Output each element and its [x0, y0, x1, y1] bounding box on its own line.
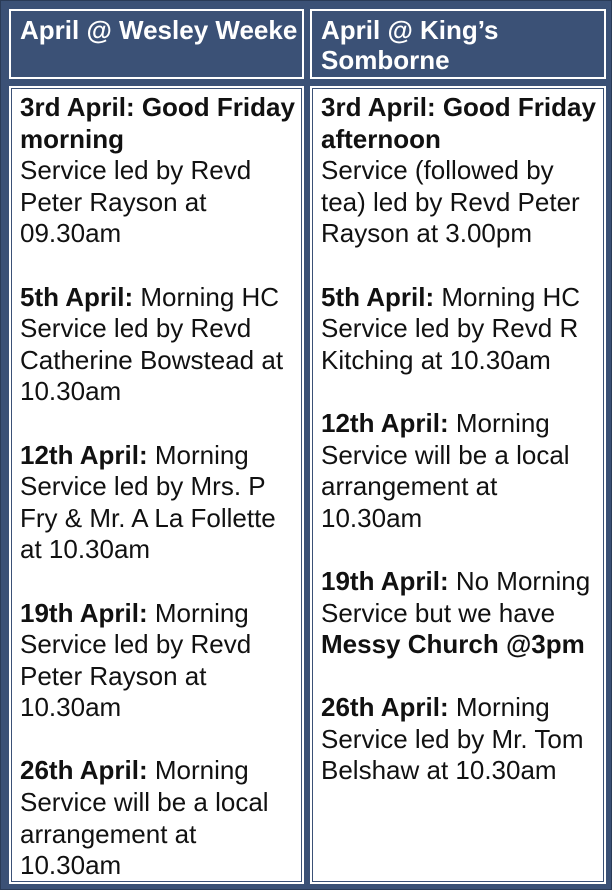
entry-text: Morning HC Service led by Revd R Kitching at 10.30am — [321, 281, 581, 375]
right-column — [310, 86, 606, 884]
entry-date: 5th April: — [20, 281, 134, 312]
schedule-entry — [20, 282, 301, 408]
entry-text: Service (followed by tea) led by Revd Peter Rayson at 3.00pm — [321, 155, 580, 249]
left-column-heading: April @ Wesley Weeke — [9, 9, 304, 79]
schedule-entry — [321, 408, 603, 534]
entry-text: Morning Service led by Revd Peter Rayson at 10.30am — [20, 597, 252, 723]
entry-text: Morning Service led by Mrs. P Fry & Mr. A La Follette at 10.30am — [20, 439, 276, 565]
schedule-entry — [20, 598, 301, 724]
entry-date: 26th April: — [20, 755, 148, 786]
entry-date: 12th April: — [321, 407, 449, 438]
entry-date: 19th April: — [321, 565, 449, 596]
entry-text: Morning HC Service led by Revd Catherine Bowstead at 10.30am — [20, 281, 284, 407]
entry-date: 3rd April: Good Friday afternoon — [321, 92, 596, 154]
entry-text: No Morning Service but we have — [321, 565, 591, 628]
schedule-entry — [321, 92, 603, 250]
entry-text: Morning Service will be a local arrangement at 10.30am — [20, 755, 269, 881]
entry-highlight: Messy Church @3pm — [321, 629, 585, 660]
entry-date: 12th April: — [20, 439, 148, 470]
schedule-entry — [321, 692, 603, 787]
entry-date: 3rd April: Good Friday morning — [20, 92, 295, 154]
right-schedule-list — [312, 88, 604, 882]
entry-text: Morning Service will be a local arrangement at 10.30am — [321, 407, 570, 533]
entry-date: 26th April: — [321, 692, 449, 723]
schedule-entry — [321, 566, 603, 661]
entry-text: Service led by Revd Peter Rayson at 09.30am — [20, 155, 252, 249]
schedule-entry — [20, 92, 301, 250]
entry-text: Morning Service led by Mr. Tom Belshaw at 10.30am — [321, 692, 584, 786]
schedule-entry — [20, 440, 301, 566]
right-column-heading: April @ King’s Somborne — [310, 9, 606, 79]
entry-date: 5th April: — [321, 281, 435, 312]
left-column — [9, 86, 304, 884]
left-schedule-list — [11, 88, 302, 882]
schedule-entry — [20, 755, 301, 881]
entry-date: 19th April: — [20, 597, 148, 628]
schedule-entry — [321, 282, 603, 377]
